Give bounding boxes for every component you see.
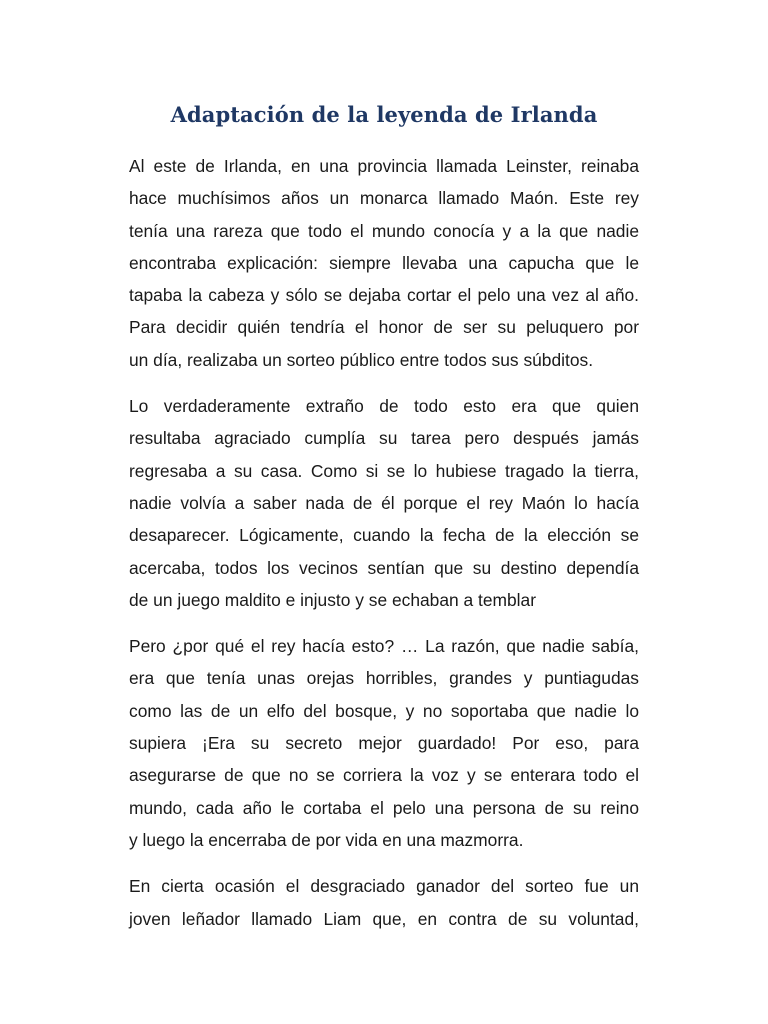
text-line: hace muchísimos años un monarca llamado Maón. Este rey	[129, 188, 639, 209]
document-body	[129, 150, 639, 949]
text-line: encontraba explicación: siempre llevaba una capucha que le	[129, 252, 639, 273]
text-line: asegurarse de que no se corriera la voz y se enterara todo el	[129, 765, 639, 786]
text-line: de un juego maldito e injusto y se echaban a temblar	[129, 589, 537, 610]
text-line: joven leñador llamado Liam que, en contra de su voluntad,	[129, 908, 639, 929]
text-line: un día, realizaba un sorteo público entre todos sus súbditos.	[129, 349, 594, 370]
text-line: era que tenía unas orejas horribles, grandes y puntiagudas	[129, 668, 639, 689]
text-line: Pero ¿por qué el rey hacía esto? … La razón, que nadie sabía,	[129, 636, 639, 657]
text-line: Lo verdaderamente extraño de todo esto era que quien	[129, 396, 639, 417]
text-line: resultaba agraciado cumplía su tarea pero después jamás	[129, 428, 639, 449]
text-line: como las de un elfo del bosque, y no soportaba que nadie lo	[129, 700, 639, 721]
text-line: acercaba, todos los vecinos sentían que su destino dependía	[129, 557, 639, 578]
paragraph-1	[129, 150, 639, 376]
text-line: Para decidir quién tendría el honor de ser su peluquero por	[129, 317, 639, 338]
text-line: regresaba a su casa. Como si se lo hubiese tragado la tierra,	[129, 460, 639, 481]
paragraph-3	[129, 630, 639, 856]
paragraph-2	[129, 390, 639, 616]
text-line: mundo, cada año le cortaba el pelo una persona de su reino	[129, 797, 639, 818]
document-title: Adaptación de la leyenda de Irlanda	[170, 102, 598, 127]
text-line: tenía una rareza que todo el mundo conocía y a la que nadie	[129, 220, 639, 241]
text-line: En cierta ocasión el desgraciado ganador del sorteo fue un	[129, 876, 639, 897]
text-line: nadie volvía a saber nada de él porque el rey Maón lo hacía	[129, 492, 639, 513]
text-line: tapaba la cabeza y sólo se dejaba cortar el pelo una vez al año.	[129, 285, 639, 306]
text-line: desaparecer. Lógicamente, cuando la fecha de la elección se	[129, 525, 639, 546]
text-line: Al este de Irlanda, en una provincia llamada Leinster, reinaba	[129, 156, 639, 176]
text-line: y luego la encerraba de por vida en una mazmorra.	[129, 829, 524, 850]
paragraph-4	[129, 870, 639, 935]
text-line: supiera ¡Era su secreto mejor guardado! Por eso, para	[129, 733, 639, 754]
